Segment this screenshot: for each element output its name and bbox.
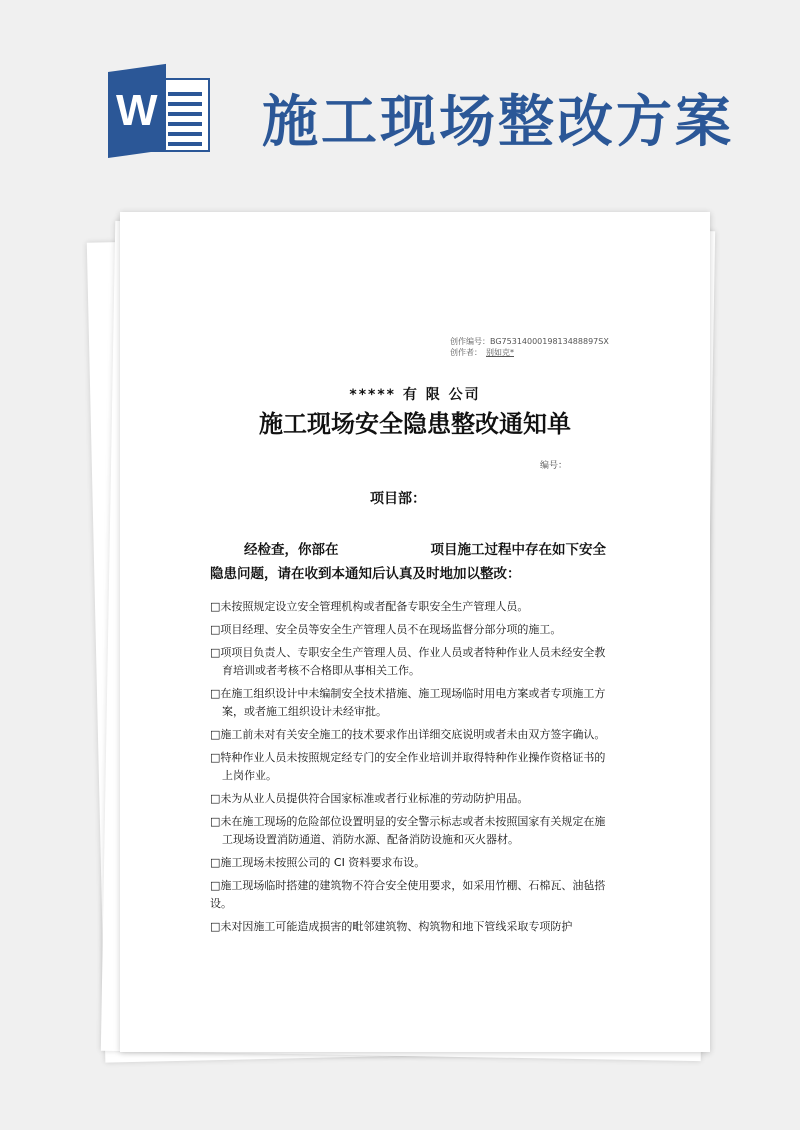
header-banner <box>0 0 800 200</box>
meta-author <box>450 347 609 358</box>
word-document-icon <box>108 72 216 158</box>
checklist-item: □施工现场未按照公司的 CI 资料要求布设。 <box>210 856 426 869</box>
meta-author-label: 创作者： <box>450 348 482 357</box>
intro-paragraph <box>210 538 606 586</box>
department-label: 项目部： <box>370 491 426 507</box>
meta-code-label: 创作编号： <box>450 337 490 346</box>
meta-code <box>450 336 609 347</box>
word-icon-letter: W <box>116 85 158 135</box>
number-label: 编号： <box>540 461 568 471</box>
checklist-item: □特种作业人员未按照规定经专门的安全作业培训并取得特种作业操作资格证书的上岗作业。 <box>210 751 606 782</box>
meta-code-value: BG7531400019813488897SX <box>490 337 609 346</box>
intro-part-1: 经检查，你部在 <box>244 542 339 558</box>
document-title: 施工现场安全隐患整改通知单 <box>259 410 571 438</box>
page-title: 施工现场整改方案 <box>262 89 734 155</box>
word-icon-letter-box <box>108 64 166 158</box>
checklist-item: □未为从业人员提供符合国家标准或者行业标准的劳动防护用品。 <box>210 792 529 805</box>
intro-line-1 <box>210 538 606 562</box>
checklist-item: □在施工组织设计中未编制安全技术措施、施工现场临时用电方案或者专项施工方案，或者施工组织设计未经审批。 <box>210 687 606 718</box>
meta-author-value: 别如克* <box>486 348 514 357</box>
checklist-item: □项目经理、安全员等安全生产管理人员不在现场监督分部分项的施工。 <box>210 623 562 636</box>
checklist-item: □项项目负责人、专职安全生产管理人员、作业人员或者特种作业人员未经安全教育培训或者考核不合格即从事相关工作。 <box>210 646 606 677</box>
document-meta <box>450 336 609 358</box>
checklist-item: □未对因施工可能造成损害的毗邻建筑物、构筑物和地下管线采取专项防护 <box>210 920 573 933</box>
checklist-item: □未按照规定设立安全管理机构或者配备专职安全生产管理人员。 <box>210 600 529 613</box>
document-page <box>120 212 710 1052</box>
checklist-item: □未在施工现场的危险部位设置明显的安全警示标志或者未按照国家有关规定在施工现场设置消防通道、消防水源、配备消防设施和灭火器材。 <box>210 815 606 846</box>
checklist-item: □施工现场临时搭建的建筑物不符合安全使用要求，如采用竹棚、石棉瓦、油毡搭设。 <box>210 879 606 910</box>
intro-line-2: 隐患问题，请在收到本通知后认真及时地加以整改： <box>210 566 521 582</box>
hazard-checklist <box>210 598 610 936</box>
intro-part-2: 项目施工过程中存在如下安全 <box>430 542 606 558</box>
company-name: ***** 有 限 公司 <box>349 387 481 403</box>
checklist-item: □施工前未对有关安全施工的技术要求作出详细交底说明或者未由双方签字确认。 <box>210 728 606 741</box>
